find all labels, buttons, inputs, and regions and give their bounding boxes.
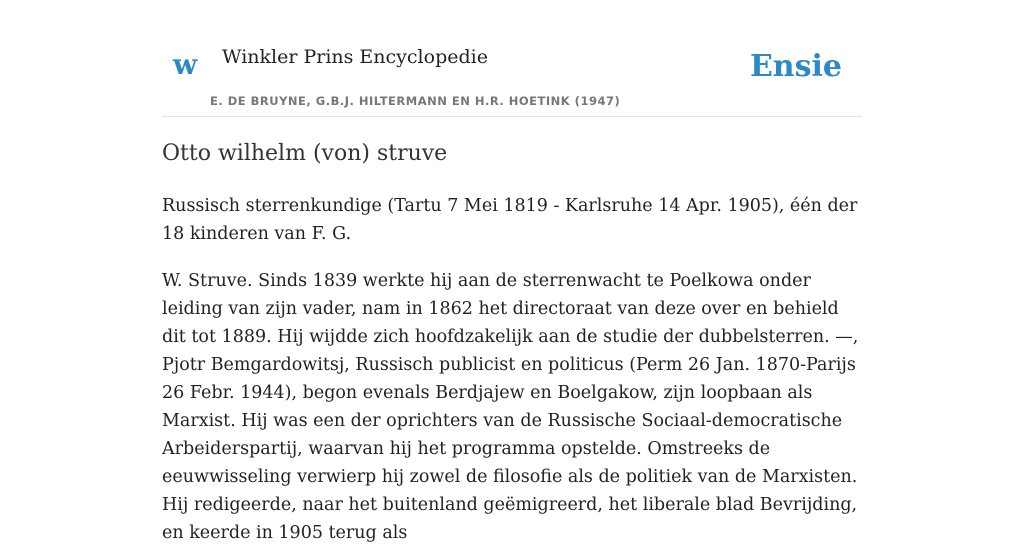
ensie-brand-link[interactable]: Ensie: [749, 49, 842, 84]
winkler-prins-logo-icon[interactable]: w: [173, 48, 198, 81]
article-paragraph-1: Russisch sterrenkundige (Tartu 7 Mei 1819 - Karlsruhe 14 Apr. 1905), één der 18 kinderen van F. G.: [162, 196, 858, 244]
authors-line: E. DE BRUYNE, G.B.J. HILTERMANN EN H.R. HOETINK (1947): [210, 94, 621, 108]
article: [162, 138, 862, 547]
article-title: Otto wilhelm (von) struve: [162, 141, 448, 166]
article-paragraph-2: W. Struve. Sinds 1839 werkte hij aan de sterrenwacht te Poelkowa onder leiding van zijn vader, nam in 1862 het directoraat van deze over en behield dit tot 1889. Hij wijdde zich hoofdzakelijk aan de studie der dubbelsterren. —, Pjotr Bemgardowitsj, Russisch publicist en politicus (Perm 26 Jan. 1870-Parijs 26 Febr. 1944), begon evenals Berdjajew en Boelgakow, zijn loopbaan als Marxist. Hij was een der oprichters van de Russische Sociaal-democratische Arbeiderspartij, waarvan hij het programma opstelde. Omstreeks de eeuwwisseling verwierp hij zowel de filosofie als de politiek van de Marxisten. Hij redigeerde, naar het buitenland geëmigreerd, het liberale blad Bevrijding, en keerde in 1905 terug als: [162, 271, 859, 543]
site-header: [162, 0, 862, 117]
site-title[interactable]: Winkler Prins Encyclopedie: [222, 46, 488, 68]
